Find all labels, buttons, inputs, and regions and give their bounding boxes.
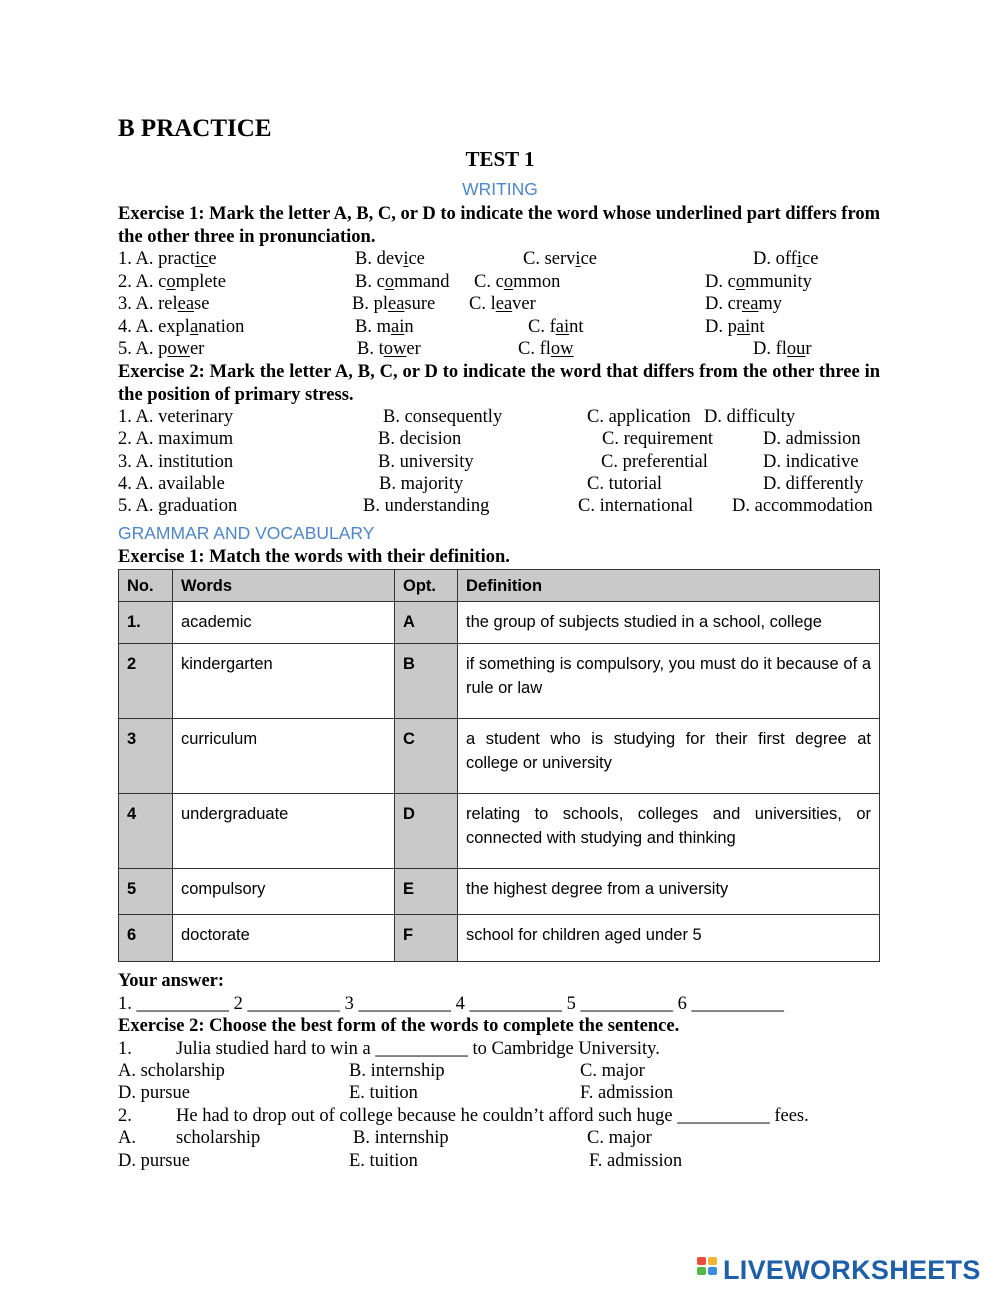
option-text: se [194, 294, 210, 314]
option-text: C. c [474, 272, 504, 292]
stress-q2-option-a[interactable]: 2. A. maximum [118, 429, 234, 449]
pron-q1-option-b[interactable] [355, 248, 425, 270]
option-text: mplete [175, 272, 226, 292]
pron-q3-option-a[interactable] [118, 293, 209, 315]
option-text: D. cr [705, 294, 742, 314]
liveworksheets-logo [697, 1253, 981, 1287]
option-text: mmunity [745, 272, 812, 292]
option-text: B. c [355, 272, 385, 292]
stress-q4-option-b[interactable]: B. majority [379, 474, 464, 494]
table-header-row [119, 570, 880, 602]
question-1-text: Julia studied hard to win a __________ to Cambridge University. [176, 1039, 660, 1059]
row-option-letter: D [395, 794, 458, 869]
row-word: curriculum [173, 719, 395, 794]
underlined-part: i [575, 249, 581, 269]
underlined-part: ic [195, 249, 209, 269]
stress-q3-option-d[interactable]: D. indicative [763, 452, 859, 472]
option-text: D. c [705, 272, 736, 292]
underlined-part: ea [495, 294, 513, 314]
option-text: C. serv [523, 249, 576, 269]
q1-option-e[interactable]: E. tuition [349, 1083, 418, 1103]
underlined-part: ea [741, 294, 759, 314]
pron-q3-option-d[interactable] [705, 293, 782, 315]
underlined-part: o [166, 272, 176, 292]
option-text: ver [512, 294, 536, 314]
option-text: n [404, 317, 414, 337]
option-text: 3. A. rel [118, 294, 178, 314]
row-definition: relating to schools, colleges and universities, or connected with studying and thinking [458, 794, 880, 869]
table-row [119, 602, 880, 644]
option-text: nt [569, 317, 584, 337]
stress-q4-option-d[interactable]: D. differently [763, 474, 864, 494]
row-definition: the highest degree from a university [458, 869, 880, 915]
row-word: compulsory [173, 869, 395, 915]
option-text: mmon [513, 272, 561, 292]
row-word: undergraduate [173, 794, 395, 869]
q2-option-a-letter[interactable]: A. [118, 1128, 136, 1148]
q1-option-a[interactable]: A. scholarship [118, 1061, 225, 1081]
q1-option-f[interactable]: F. admission [580, 1083, 674, 1103]
pron-q2-option-b[interactable] [355, 271, 450, 293]
table-row [119, 644, 880, 719]
stress-q1-option-a[interactable]: 1. A. veterinary [118, 407, 234, 427]
col-header-words: Words [173, 570, 395, 602]
writing-heading: WRITING [462, 179, 538, 199]
option-text: er [189, 339, 205, 359]
table-row [119, 794, 880, 869]
underlined-part: a [189, 317, 199, 337]
table-row [119, 719, 880, 794]
option-text: 2. A. c [118, 272, 167, 292]
option-text: ce [802, 249, 819, 269]
pron-q5-option-b[interactable] [357, 338, 421, 360]
row-word: doctorate [173, 915, 395, 962]
pron-q1-option-a[interactable] [118, 248, 217, 270]
underlined-part: ai [390, 317, 405, 337]
underlined-part: ow [550, 339, 574, 359]
pron-q4-option-d[interactable] [705, 316, 765, 338]
row-number: 6 [119, 915, 173, 962]
pron-q5-option-d[interactable] [753, 338, 812, 360]
stress-q3-option-b[interactable]: B. university [378, 452, 474, 472]
pron-q4-option-c[interactable] [528, 316, 584, 338]
option-text: my [758, 294, 783, 314]
option-text: D. fl [753, 339, 787, 359]
stress-q4-option-a[interactable]: 4. A. available [118, 474, 225, 494]
col-header-opt: Opt. [395, 570, 458, 602]
row-word: kindergarten [173, 644, 395, 719]
row-option-letter: F [395, 915, 458, 962]
option-text: C. f [528, 317, 556, 337]
row-number: 1. [119, 602, 173, 644]
stress-q5-option-b[interactable]: B. understanding [363, 496, 490, 516]
liveworksheets-logo-text: LIVEWORKSHEETS [723, 1254, 981, 1285]
q1-option-c[interactable]: C. major [580, 1061, 645, 1081]
stress-q5-option-d[interactable]: D. accommodation [732, 496, 873, 516]
underlined-part: o [384, 272, 395, 292]
test-title: TEST 1 [465, 147, 535, 171]
stress-q2-option-b[interactable]: B. decision [378, 429, 462, 449]
page-title: B PRACTICE [118, 115, 272, 142]
pron-q1-option-c[interactable] [523, 248, 597, 270]
q2-option-d[interactable]: D. pursue [118, 1151, 190, 1171]
option-text: 1. A. pract [118, 249, 196, 269]
stress-q3-option-c[interactable]: C. preferential [601, 452, 708, 472]
q2-option-b[interactable]: B. internship [353, 1128, 449, 1148]
underlined-part: i [796, 249, 802, 269]
pron-q4-option-a[interactable] [118, 316, 244, 338]
underlined-part: ou [786, 339, 806, 359]
table-row [119, 915, 880, 962]
stress-q2-option-d[interactable]: D. admission [763, 429, 861, 449]
exercise-2-grammar-instruction: Exercise 2: Choose the best form of the words to complete the sentence. [118, 1016, 680, 1036]
liveworksheets-logo-icon [697, 1257, 719, 1283]
underlined-part: i [403, 249, 409, 269]
stress-q5-option-a[interactable]: 5. A. graduation [118, 496, 238, 516]
row-option-letter: E [395, 869, 458, 915]
option-text: 4. A. expl [118, 317, 190, 337]
stress-q3-option-a[interactable]: 3. A. institution [118, 452, 234, 472]
grammar-heading: GRAMMAR AND VOCABULARY [118, 523, 375, 543]
row-definition: a student who is studying for their first degree at college or university [458, 719, 880, 794]
pron-q5-option-a[interactable] [118, 338, 204, 360]
pron-q2-option-c[interactable] [474, 271, 560, 293]
underlined-part: o [503, 272, 514, 292]
option-text: B. t [357, 339, 384, 359]
option-text: D. off [753, 249, 797, 269]
underlined-part: ea [177, 294, 195, 314]
option-text: B. pl [352, 294, 388, 314]
option-text: sure [404, 294, 436, 314]
pron-q5-option-c[interactable] [518, 338, 574, 360]
row-number: 5 [119, 869, 173, 915]
row-option-letter: B [395, 644, 458, 719]
row-definition: if something is compulsory, you must do it because of a rule or law [458, 644, 880, 719]
option-text: e [208, 249, 217, 269]
answer-label: Your answer: [118, 971, 225, 991]
col-header-no: No. [119, 570, 173, 602]
row-option-letter: A [395, 602, 458, 644]
stress-q2-option-c[interactable]: C. requirement [602, 429, 713, 449]
option-text: D. p [705, 317, 737, 337]
row-definition: the group of subjects studied in a school, college [458, 602, 880, 644]
option-text: ce [580, 249, 597, 269]
answer-blanks[interactable]: 1. __________ 2 __________ 3 __________ 4 __________ 5 __________ 6 __________ [118, 994, 784, 1014]
pron-q2-option-d[interactable] [705, 271, 812, 293]
question-2-number: 2. [118, 1106, 132, 1126]
match-instruction: Exercise 1: Match the words with their definition. [118, 547, 510, 567]
option-text: B. dev [355, 249, 404, 269]
row-number: 4 [119, 794, 173, 869]
option-text: 5. A. p [118, 339, 168, 359]
option-text: C. l [469, 294, 496, 314]
underlined-part: o [735, 272, 746, 292]
row-option-letter: C [395, 719, 458, 794]
exercise-2-instruction: Exercise 2: Mark the letter A, B, C, or D to indicate the word that differs from the other three in the position of primary stress. [118, 362, 880, 405]
stress-q1-option-c[interactable]: C. application [587, 407, 691, 427]
question-2-text: He had to drop out of college because he couldn’t afford such huge __________ fees. [176, 1106, 809, 1126]
col-header-definition: Definition [458, 570, 880, 602]
option-text: nation [198, 317, 245, 337]
row-number: 2 [119, 644, 173, 719]
q1-option-d[interactable]: D. pursue [118, 1083, 190, 1103]
stress-q5-option-c[interactable]: C. international [578, 496, 694, 516]
pron-q1-option-d[interactable] [753, 248, 818, 270]
pron-q3-option-c[interactable] [469, 293, 536, 315]
option-text: C. fl [518, 339, 551, 359]
underlined-part: ai [555, 317, 570, 337]
question-1-number: 1. [118, 1039, 132, 1059]
stress-q1-option-b[interactable]: B. consequently [383, 407, 503, 427]
q1-option-b[interactable]: B. internship [349, 1061, 445, 1081]
row-word: academic [173, 602, 395, 644]
q2-option-c[interactable]: C. major [587, 1128, 652, 1148]
stress-q1-option-d[interactable]: D. difficulty [704, 407, 796, 427]
pron-q2-option-a[interactable] [118, 271, 226, 293]
row-definition: school for children aged under 5 [458, 915, 880, 962]
option-text: er [406, 339, 421, 359]
option-text: r [805, 339, 812, 359]
pron-q3-option-b[interactable] [352, 293, 435, 315]
table-row [119, 869, 880, 915]
underlined-part: ow [383, 339, 407, 359]
pron-q4-option-b[interactable] [355, 316, 414, 338]
underlined-part: ea [387, 294, 405, 314]
stress-q4-option-c[interactable]: C. tutorial [587, 474, 663, 494]
q2-option-e[interactable]: E. tuition [349, 1151, 418, 1171]
q2-option-f[interactable]: F. admission [589, 1151, 683, 1171]
q2-option-a[interactable]: scholarship [176, 1128, 261, 1148]
underlined-part: ai [736, 317, 751, 337]
option-text: nt [750, 317, 765, 337]
option-text: mmand [394, 272, 450, 292]
option-text: ce [408, 249, 425, 269]
match-table [118, 569, 880, 962]
row-number: 3 [119, 719, 173, 794]
option-text: B. m [355, 317, 391, 337]
exercise-1-instruction: Exercise 1: Mark the letter A, B, C, or D to indicate the word whose underlined part differs from the other three in pronunciation. [118, 204, 880, 247]
underlined-part: ow [167, 339, 190, 359]
